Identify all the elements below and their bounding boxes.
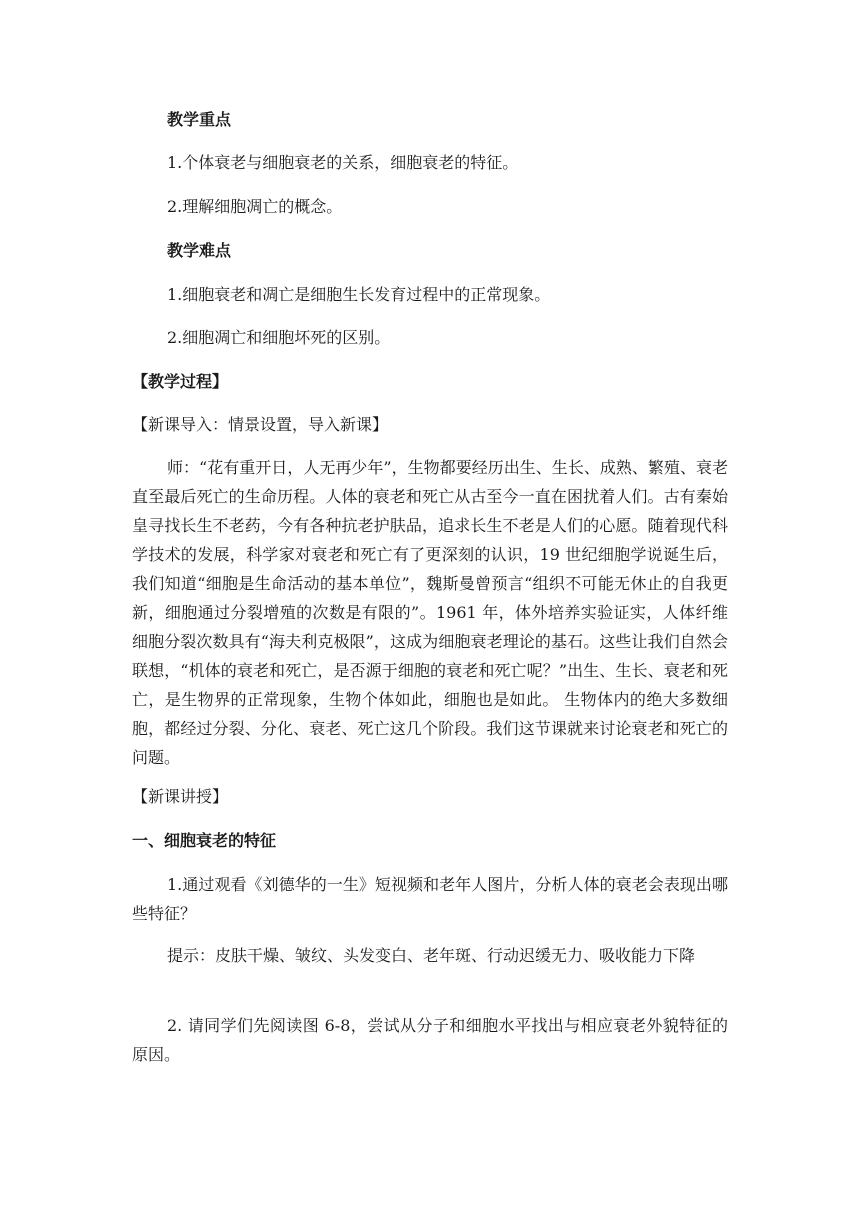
intro-heading: 【新课导入：情景设置，导入新课】 [132, 415, 389, 434]
hint-1: 提示：皮肤干燥、皱纹、头发变白、老年斑、行动迟缓无力、吸收能力下降 [167, 946, 696, 965]
intro-paragraph: 师：“花有重开日，人无再少年”，生物都要经历出生、生长、成熟、繁殖、衰老直至最后死亡的生命历程。人体的衰老和死亡从古至今一直在困扰着人们。古有秦始皇寻找长生不老药，今有各种抗老护肤品，追求长生不老是人们的心愿。随着现代科学技术的发展，科学家对衰老和死亡有了更深刻的认识，19 世纪细胞学说诞生后，我们知道“细胞是生命活动的基本单位”，魏斯曼曾预言“组织不可能无休止的自我更新，细胞通过分裂增殖的次数是有限的”。1961 年，体外培养实验证实，人体纤维细胞分裂次数具有“海夫利克极限”，这成为细胞衰老理论的基石。这些让我们自然会联想，“机体的衰老和死亡，是否源于细胞的衰老和死亡呢？”出生、生长、衰老和死亡，是生物界的正常现象，生物个体如此，细胞也是如此。 生物体内的绝大多数细胞，都经过分裂、分化、衰老、死亡这几个阶段。我们这节课就来讨论衰老和死亡的问题。 [132, 458, 728, 767]
item-2: 2. 请同学们先阅读图 6-8，尝试从分子和细胞水平找出与相应衰老外貌特征的原因。 [132, 1016, 728, 1064]
key-point-2: 2.理解细胞凋亡的概念。 [167, 197, 343, 216]
difficulty-1: 1.细胞衰老和凋亡是细胞生长发育过程中的正常现象。 [167, 285, 551, 304]
section-1-heading: 一、细胞衰老的特征 [132, 831, 277, 850]
item-1: 1.通过观看《刘德华的一生》短视频和老年人图片，分析人体的衰老会表现出哪些特征？ [132, 875, 728, 923]
difficulties-heading: 教学难点 [167, 241, 232, 260]
lecture-heading: 【新课讲授】 [132, 787, 229, 806]
key-point-1: 1.个体衰老与细胞衰老的关系，细胞衰老的特征。 [167, 153, 519, 172]
key-points-heading: 教学重点 [167, 110, 232, 129]
process-heading: 【教学过程】 [132, 372, 229, 391]
difficulty-2: 2.细胞凋亡和细胞坏死的区别。 [167, 328, 391, 347]
